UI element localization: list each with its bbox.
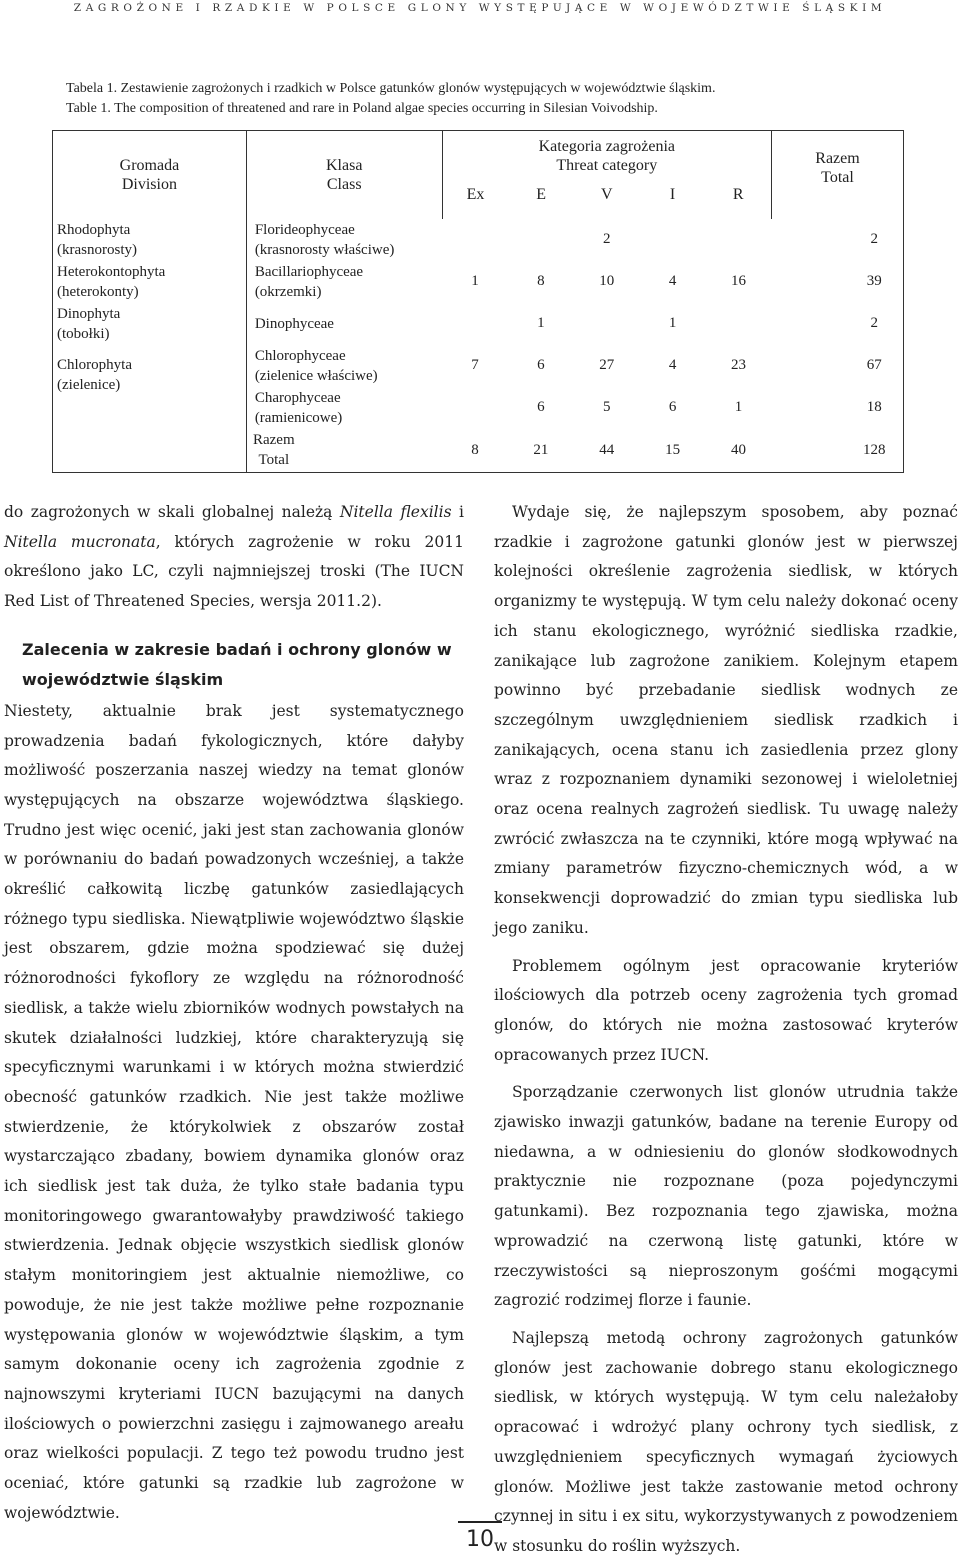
header-category-pl: Kategoria zagrożenia [538, 138, 675, 155]
division-cell [53, 261, 247, 303]
paragraph: Sporządzanie czerwonych list glonów utrudnia także zjawisko inwazji gatunków, badane na terenie Europy od niedawna, a w odniesieniu do glonów słodkowodnych praktycznie nie rozpoznane (poza pojedynczymi gatunkami). Bez rozpoznania tego zjawiska, można wprowadzić na czerwoną listę gatunki, które w rzeczywistości są nieproszonym gośćmi mogącymi zagrozić rodzimej florze i faunie. [494, 1083, 958, 1310]
table-caption-pl: Tabela 1. Zestawienie zagrożonych i rzadkich w Polsce gatunków glonów występujących w województwie śląskim. [66, 81, 716, 96]
header-division-pl: Gromada [119, 156, 180, 174]
total-v: 44 [599, 441, 615, 458]
class-cell [246, 261, 442, 303]
cat-e: E [536, 186, 547, 203]
value-i: 4 [668, 273, 677, 289]
division-common: (tobołki) [57, 325, 110, 342]
value-r: 16 [731, 273, 747, 289]
value-i: 6 [668, 399, 677, 415]
total-ex: 8 [471, 441, 479, 458]
table-row [53, 303, 904, 345]
total-r: 40 [731, 441, 747, 458]
class-name: Charophyceae [254, 389, 341, 406]
header-class [246, 131, 442, 219]
class-common: (zielenice właściwe) [254, 367, 378, 384]
value-r: 23 [731, 357, 747, 373]
value-e: 8 [537, 273, 545, 289]
header-total-pl: Razem [815, 150, 860, 167]
table-row [53, 219, 904, 261]
division-cell [53, 303, 247, 345]
class-name: Chlorophyceae [254, 347, 346, 364]
value-e [508, 219, 574, 261]
value-ex [442, 303, 508, 345]
class-name: Bacillariophyceae [254, 263, 364, 280]
text-run: i [451, 503, 464, 521]
class-cell [246, 345, 442, 387]
value-i [640, 219, 706, 261]
value-r: 1 [734, 399, 743, 415]
division-cell [53, 345, 247, 429]
table-row [53, 261, 904, 303]
header-total [771, 131, 903, 219]
total-empty-cell [53, 429, 247, 473]
section-heading: Zalecenia w zakresie badań i ochrony glonów w województwie śląskim [22, 639, 452, 689]
value-r [706, 303, 772, 345]
value-v: 2 [603, 231, 611, 247]
table-row [53, 345, 904, 387]
value-e: 6 [537, 357, 545, 373]
value-i: 4 [668, 357, 677, 373]
class-name: Florideophyceae [254, 221, 355, 238]
total-label-cell [246, 429, 442, 473]
header-class-pl: Klasa [326, 156, 363, 174]
cat-i: I [669, 186, 676, 203]
division-name: Rhodophyta [57, 221, 131, 238]
division-cell [53, 219, 247, 261]
value-e: 1 [537, 315, 545, 331]
paragraph: Wydaje się, że najlepszym sposobem, aby poznać rzadkie i zagrożone gatunki glonów jest w pierwszej kolejności określenie zagrożenia siedlisk, w których organizmy te występują. W tym celu należy dokonać oceny ich stanu ekologicznego, wyróżnić siedliska rzadkie, zanikające lub zagrożone zanikiem. Kolejnym etapem powinno być przebadanie siedlisk wodnych ze szczególnym uwzględnieniem siedlisk rzadkich i zanikających, ocena stanu ich zasiedlenia przez glony wraz z rozpoznaniem dynamiki sezonowej i wieloletniej oraz ocena realnych zagrożeń siedlisk. Tu uwagę należy zwrócić zwłaszcza na te czynniki, które mogą wpływać na zmiany parametrów fizyczno-chemicznych wód, a w konsekwencji doprowadzić do zmian typu siedliska lub jego zaniku. [494, 503, 958, 937]
class-cell [246, 219, 442, 261]
class-common: (ramienicowe) [254, 409, 343, 426]
species-name: Nitella mucronata [4, 532, 156, 551]
header-category [442, 131, 771, 219]
division-name: Chlorophyta [57, 356, 132, 373]
division-name: Heterokontophyta [57, 263, 166, 280]
page-number: 10 [458, 1521, 502, 1556]
class-cell [246, 303, 442, 345]
left-column [4, 498, 464, 1529]
paragraph: Niestety, aktualnie brak jest systematycznego prowadzenia badań fykologicznych, które dałyby możliwość poszerzania naszej wiedzy na temat glonów występujących na obszarze województwa śląskiego. Trudno jest więc ocenić, jaki jest stan zachowania glonów w porównaniu do badań powadzonych wcześniej, a także określić całkowitą liczbę gatunków zasiedlających różnego typu siedliska. Niewątpliwie województwo śląskie jest obszarem, gdzie można spodziewać się dużej różnorodności fykoflory ze względu na różnorodność siedlisk, a także wielu zbiorników wodnych powstałych na skutek działalności ludzkiej, które charakteryzują się specyficznymi warunkami i w których można stwierdzić obecność gatunków rzadkich. Nie jest także możliwe stwierdzenie, że którykolwiek z obszarów został wystarczająco zbadany, bowiem dynamika glonów oraz ich siedlisk jest tak duża, że tylko stałe badania typu monitoringowego gwarantowałyby prawdziwość takiego stwierdzenia. Jednak objęcie wszystkich siedlisk glonów stałym monitoringiem jest aktualnie niemożliwe, co powoduje, że nie jest także możliwe pełne rozpoznanie występowania glonów w województwie śląskim, a tym samym dokonanie oceny ich zagrożenia zgodnie z najnowszymi kryteriami IUCN bazującymi na danych ilościowych o powierzchni zasięgu i zajmowanego areału oraz wielkości populacji. Z tego też powodu trudno jest oceniać, które gatunki są rzadkie lub zagrożone w województwie. [4, 701, 464, 1522]
value-r [706, 219, 772, 261]
value-ex [442, 219, 508, 261]
right-column [494, 498, 958, 1562]
class-name: Dinophyceae [254, 315, 334, 332]
paragraph [4, 498, 464, 617]
running-header: ZAGROŻONE I RZADKIE W POLSCE GLONY WYSTĘPUJĄCE W WOJEWÓDZTWIE ŚLĄSKIM [73, 2, 887, 14]
total-e: 21 [533, 441, 549, 458]
division-common: (heterokonty) [57, 283, 139, 300]
cat-ex: Ex [466, 186, 485, 203]
class-cell [246, 387, 442, 429]
text-run: do zagrożonych w skali globalnej należą [4, 503, 340, 521]
cat-r: R [732, 186, 744, 203]
header-cats [443, 185, 771, 204]
table-caption-en: Table 1. The composition of threatened and rare in Poland algae species occurring in Silesian Voivodship. [66, 101, 658, 116]
paragraph: Najlepszą metodą ochrony zagrożonych gatunków glonów jest zachowanie dobrego stanu ekologicznego siedlisk, w których występują. W tym celu należałoby opracować i wdrożyć plany ochrony tych siedlisk, z uwzględnieniem specyficznych wymagań życiowych glonów. Możliwe jest także zastowanie metod ochrony czynnej in situ i ex situ, wykorzystywanych z powodzeniem w stosunku do roślin wyższych. [494, 1328, 958, 1555]
value-v: 5 [603, 399, 611, 415]
value-total: 18 [866, 399, 882, 415]
division-common: (krasnorosty) [57, 241, 137, 258]
header-total-en: Total [821, 169, 854, 186]
division-common: (zielenice) [57, 376, 121, 393]
value-v: 10 [599, 273, 615, 289]
species-name: Nitella flexilis [339, 503, 452, 521]
value-ex: 1 [471, 273, 479, 289]
division-name: Dinophyta [57, 305, 121, 322]
value-v [574, 303, 640, 345]
value-v: 27 [599, 357, 615, 373]
value-total: 2 [870, 231, 878, 247]
total-i: 15 [665, 441, 681, 458]
value-i: 1 [668, 315, 677, 331]
paragraph: Problemem ogólnym jest opracowanie kryteriów ilościowych dla potrzeb oceny zagrożenia tych gromad glonów, do których nie można zastosować kryterów opracowanych przez IUCN. [494, 956, 958, 1064]
threat-table [52, 130, 904, 473]
header-division [53, 131, 247, 219]
cat-v: V [601, 186, 613, 203]
header-class-en: Class [326, 175, 362, 193]
class-common: (krasnorosty właściwe) [254, 241, 395, 258]
value-total: 2 [870, 315, 878, 331]
value-total: 67 [866, 357, 882, 373]
total-total: 128 [862, 441, 886, 458]
table-total-row [53, 429, 904, 473]
header-division-en: Division [121, 175, 177, 193]
value-total: 39 [866, 273, 882, 289]
class-common: (okrzemki) [254, 283, 322, 300]
text-run: , których zagrożenie w roku 2011 określono jako LC, czyli najmniejszej troski (The IUCN Red List of Threatened Species, wersja 2011.2). [4, 532, 464, 611]
header-category-en: Threat category [556, 157, 658, 174]
value-ex [442, 387, 508, 429]
total-label-pl: Razem [252, 432, 295, 449]
value-ex: 7 [471, 357, 479, 373]
total-label-en: Total [258, 452, 290, 469]
table-header-row [53, 131, 904, 219]
value-e: 6 [537, 399, 545, 415]
